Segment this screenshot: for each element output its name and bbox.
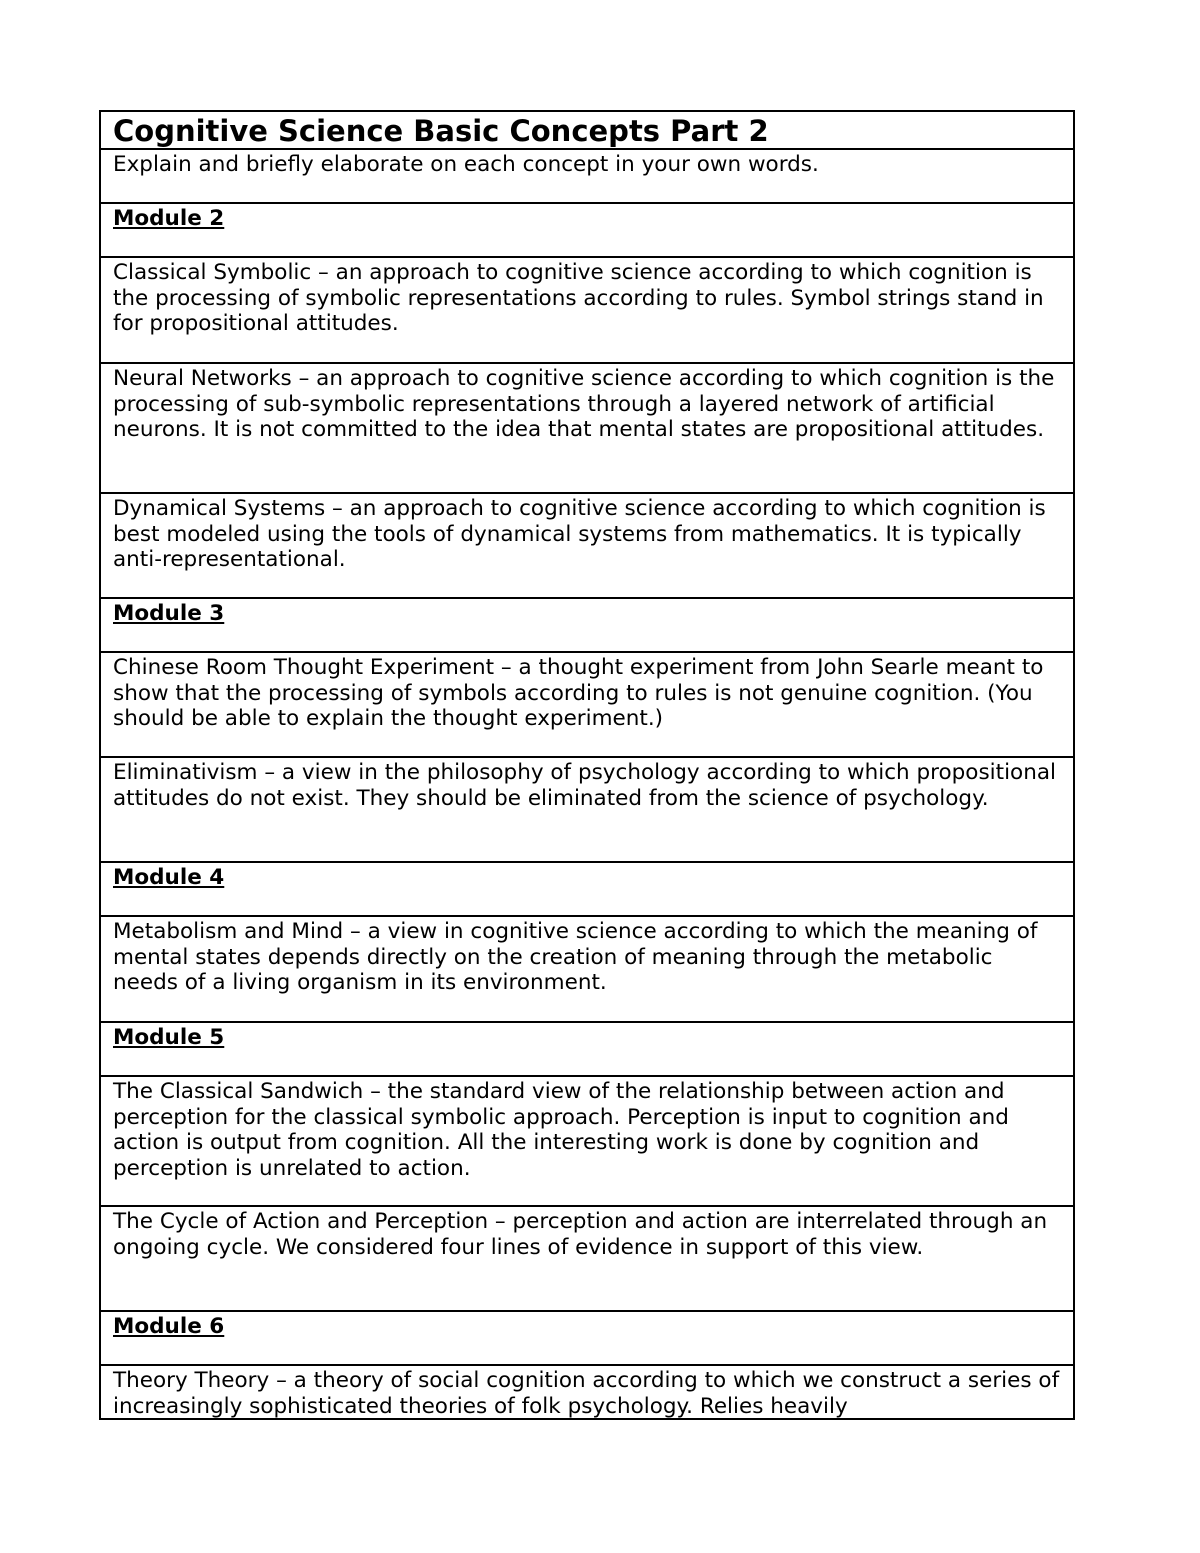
concept-row: [101, 758, 1073, 863]
concept-row: [101, 917, 1073, 1023]
concept-text: The Cycle of Action and Perception – perception and action are interrelated through an ongoing cycle. We considered four lines of evidence in support of this view.: [113, 1209, 1048, 1260]
module-label: Module 5: [113, 1025, 225, 1050]
concept-row: [101, 364, 1073, 494]
concept-text: Classical Symbolic – an approach to cognitive science according to which cognition is the processing of symbolic representations according to rules. Symbol strings stand in for propositional attitudes.: [113, 260, 1044, 336]
concept-text: Eliminativism – a view in the philosophy of psychology according to which propositional attitudes do not exist. They should be eliminated from the science of psychology.: [113, 760, 1056, 811]
concept-row: [101, 1366, 1073, 1420]
concept-text: Metabolism and Mind – a view in cognitive science according to which the meaning of mental states depends directly on the creation of meaning through the metabolic needs of a living organism in its environment.: [113, 919, 1038, 995]
concept-row: [101, 653, 1073, 758]
module-row: [101, 599, 1073, 653]
module-label: Module 6: [113, 1314, 225, 1339]
document-title: Cognitive Science Basic Concepts Part 2: [113, 114, 769, 148]
module-row: [101, 1023, 1073, 1077]
concept-row: [101, 494, 1073, 599]
concepts-table: [99, 110, 1075, 1420]
concept-text: Dynamical Systems – an approach to cognitive science according to which cognition is best modeled using the tools of dynamical systems from mathematics. It is typically anti-representational.: [113, 496, 1046, 572]
instructions-row: [101, 150, 1073, 204]
title-row: [101, 112, 1073, 150]
module-label: Module 4: [113, 865, 225, 890]
module-row: [101, 1312, 1073, 1366]
instructions-text: Explain and briefly elaborate on each concept in your own words.: [113, 152, 819, 177]
concept-text: Theory Theory – a theory of social cognition according to which we construct a series of increasingly sophisticated theories of folk psychology. Relies heavily: [113, 1368, 1060, 1419]
module-label: Module 2: [113, 206, 225, 231]
concept-row: [101, 1077, 1073, 1207]
module-row: [101, 863, 1073, 917]
concept-row: [101, 1207, 1073, 1312]
concept-text: Neural Networks – an approach to cognitive science according to which cognition is the processing of sub-symbolic representations through a layered network of artificial neurons. It is not committed to the idea that mental states are propositional attitudes.: [113, 366, 1055, 442]
module-label: Module 3: [113, 601, 225, 626]
concept-text: The Classical Sandwich – the standard view of the relationship between action and perception for the classical symbolic approach. Perception is input to cognition and action is output from cognition. All the interesting work is done by cognition and perception is unrelated to action.: [113, 1079, 1009, 1181]
module-row: [101, 204, 1073, 258]
concept-row: [101, 258, 1073, 364]
concept-text: Chinese Room Thought Experiment – a thought experiment from John Searle meant to show that the processing of symbols according to rules is not genuine cognition. (You should be able to explain the thought experiment.): [113, 655, 1044, 731]
